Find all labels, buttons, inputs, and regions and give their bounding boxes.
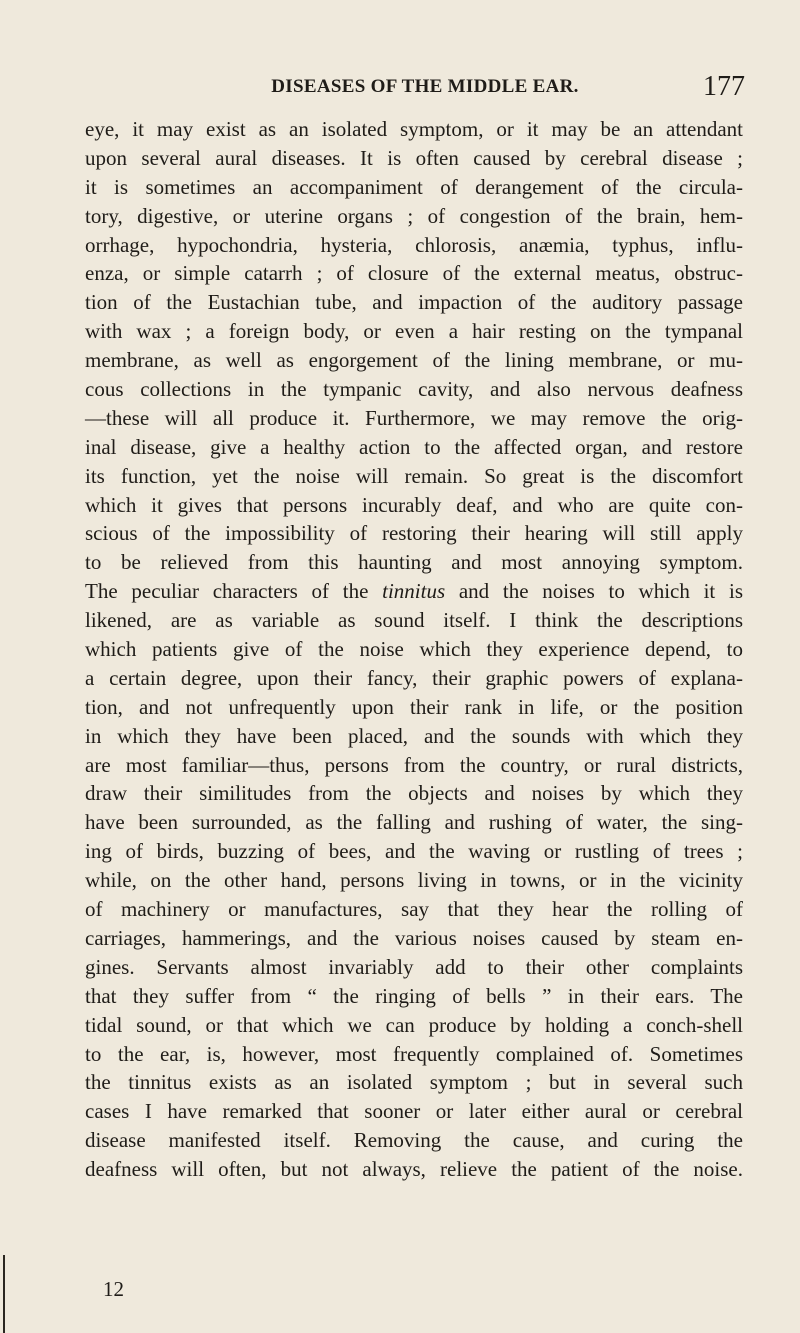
text-line: its function, yet the noise will remain. So great is the discomfort [85,463,743,488]
text-line: cous collections in the tympanic cavity, and also nervous deafness [85,377,743,402]
signature-mark: 12 [103,1277,124,1301]
text-line: scious of the impossibility of restoring their hearing will still apply [85,521,743,546]
text-line: tion, and not unfrequently upon their rank in life, or the position [85,694,743,719]
text-line: the tinnitus exists as an isolated symptom ; but in several such [85,1070,743,1095]
text-line: eye, it may exist as an isolated symptom, or it may be an attendant [85,117,743,141]
text-line: while, on the other hand, persons living in towns, or in the vicinity [85,868,743,893]
text-line: membrane, as well as engorgement of the lining membrane, or mu- [85,348,743,373]
text-line: to the ear, is, however, most frequently complained of. Sometimes [85,1041,743,1066]
text-line: in which they have been placed, and the sounds with which they [85,723,743,748]
text-line: The peculiar characters of the tinnitus and the noises to which it is [85,579,743,604]
text-line: have been surrounded, as the falling and rushing of water, the sing- [85,810,743,835]
running-head [85,70,745,106]
text-line: which it gives that persons incurably deaf, and who are quite con- [85,492,743,517]
text-line: that they suffer from “ the ringing of bells ” in their ears. The [85,983,743,1008]
text-line: cases I have remarked that sooner or later either aural or cerebral [85,1099,743,1124]
page-edge-mark [3,1255,5,1333]
text-line: enza, or simple catarrh ; of closure of the external meatus, obstruc- [85,261,743,286]
text-line: orrhage, hypochondria, hysteria, chlorosis, anæmia, typhus, influ- [85,232,743,257]
text-line: carriages, hammerings, and the various noises caused by steam en- [85,925,743,950]
text-line: with wax ; a foreign body, or even a hair resting on the tympanal [85,319,743,344]
text-line: disease manifested itself. Removing the cause, and curing the [85,1128,743,1153]
italic-term: tinnitus [382,579,446,604]
text-line: to be relieved from this haunting and most annoying symptom. [85,550,743,575]
text-line: which patients give of the noise which they experience depend, to [85,637,743,662]
text-line: of machinery or manufactures, say that they hear the rolling of [85,897,743,922]
text-line: likened, are as variable as sound itself. I think the descriptions [85,608,743,633]
text-line: inal disease, give a healthy action to the affected organ, and restore [85,434,743,459]
text-line: tion of the Eustachian tube, and impaction of the auditory passage [85,290,743,315]
text-line: tory, digestive, or uterine organs ; of congestion of the brain, hem- [85,203,743,228]
text-line: deafness will often, but not always, relieve the patient of the noise. [85,1157,743,1182]
page-number: 177 [703,71,745,102]
text-line: gines. Servants almost invariably add to their other complaints [85,954,743,979]
text-line: are most familiar—thus, persons from the country, or rural districts, [85,752,743,777]
running-head-title: DISEASES OF THE MIDDLE EAR. [271,76,579,97]
text-line: —these will all produce it. Furthermore, we may remove the orig- [85,405,743,430]
text-line: draw their similitudes from the objects and noises by which they [85,781,743,806]
text-line: tidal sound, or that which we can produce by holding a conch-shell [85,1012,743,1037]
body-text [85,115,743,1184]
text-line: ing of birds, buzzing of bees, and the waving or rustling of trees ; [85,839,743,864]
text-line: a certain degree, upon their fancy, their graphic powers of explana- [85,665,743,690]
text-line: upon several aural diseases. It is often caused by cerebral disease ; [85,145,743,170]
text-line: it is sometimes an accompaniment of derangement of the circula- [85,174,743,199]
